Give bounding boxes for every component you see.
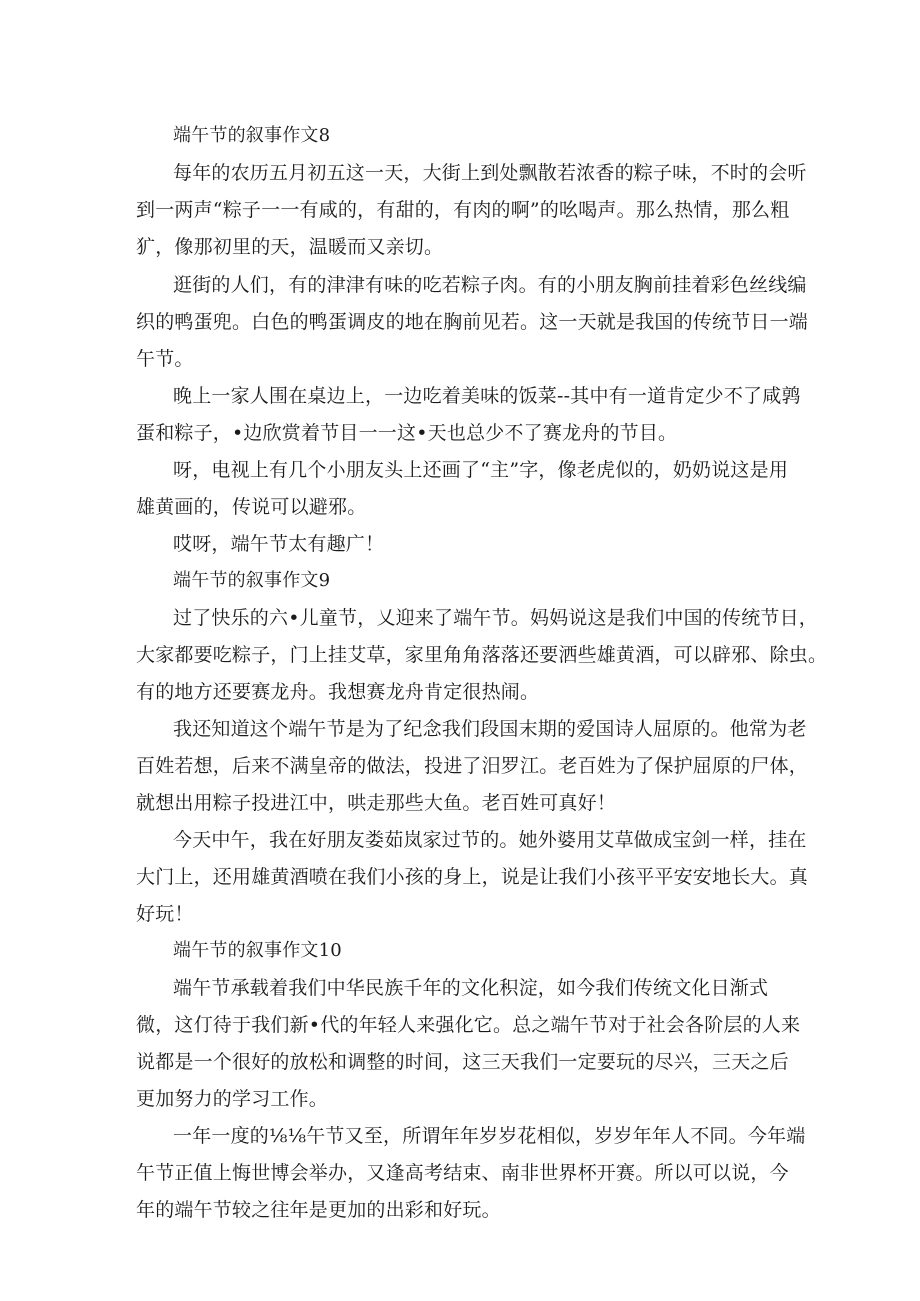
paragraph-line: 哎呀，端午节太有趣广！ bbox=[173, 533, 385, 555]
paragraph-line: 我还知道这个端午节是为了纪念我们段国末期的爱国诗人屈原的。他常为老 bbox=[173, 718, 807, 740]
paragraph-line: 百姓若想，后来不满皇帝的做法，投进了汨罗江。老百姓为了保护屈原的尸体， bbox=[136, 755, 809, 777]
paragraph-line: 蛋和粽子，•边欣赏着节目一一这•天也总少不了赛龙舟的节目。 bbox=[136, 422, 678, 444]
paragraph-line: 大门上，还用雄黄酒喷在我们小孩的身上，说是让我们小孩平平安安地长大。真 bbox=[136, 866, 809, 888]
paragraph-line: 微，这仃待于我们新•代的年轻人来强化它。总之端午节对于社会各阶层的人来 bbox=[136, 1014, 801, 1036]
paragraph-line: 晚上一家人围在桌边上，一边吃着美味的饭菜--其中有一道肯定少不了咸鹑 bbox=[173, 385, 801, 407]
paragraph-line: 午节。 bbox=[136, 348, 194, 370]
essay-heading-8: 端午节的叙事作文8 bbox=[173, 125, 331, 146]
paragraph-line: 大家都要吃粽子，门上挂艾草，家里角角落落还要洒些雄黄酒，可以辟邪、除虫。 bbox=[136, 644, 828, 666]
paragraph-line: 今天中午，我在好朋友娄茹岚家过节的。她外婆用艾草做成宝剑一样，挂在 bbox=[173, 829, 807, 851]
paragraph-line: 织的鸭蛋兜。白色的鸭蛋调皮的地在胸前见若。这一天就是我国的传统节日一端 bbox=[136, 311, 809, 333]
essay-heading-10: 端午节的叙事作文10 bbox=[173, 940, 342, 961]
paragraph-line: 一年一度的⅛⅛午节又至，所谓年年岁岁花相似，岁岁年年人不同。今年端 bbox=[173, 1125, 806, 1147]
paragraph-line: 好玩！ bbox=[136, 903, 194, 925]
paragraph-line: 年的端午节较之往年是更加的出彩和好玩。 bbox=[136, 1199, 501, 1221]
paragraph-line: 雄黄画的，传说可以避邪。 bbox=[136, 496, 367, 518]
paragraph-line: 就想出用粽子投进江中，哄走那些大鱼。老百姓可真好！ bbox=[136, 792, 617, 814]
paragraph-line: 犷，像那初里的天，温暖而又亲切。 bbox=[136, 236, 444, 258]
paragraph-line: 更加努力的学习工作。 bbox=[136, 1088, 329, 1110]
paragraph-line: 午节正值上悔世博会举办，又逢高考结束、南非世界杯开赛。所以可以说，今 bbox=[136, 1162, 789, 1184]
paragraph-line: 每年的农历五月初五这一天，大街上到处飘散若浓香的粽子味，不时的会听 bbox=[173, 162, 807, 184]
paragraph-line: 过了快乐的六•儿童节，乂迎来了端午节。妈妈说这是我们中国的传统节日， bbox=[173, 607, 819, 629]
paragraph-line: 逛街的人们，有的津津有味的吃若粽子肉。有的小朋友胸前挂着彩色丝线编 bbox=[173, 274, 807, 296]
essay-heading-9: 端午节的叙事作文9 bbox=[173, 570, 331, 591]
paragraph-line: 到一两声“粽子一一有咸的，有甜的，有肉的啊”的吆喝声。那么热情，那么粗 bbox=[136, 199, 790, 221]
paragraph-line: 端午节承载着我们中华民族千年的文化积淀，如今我们传统文化日渐式 bbox=[173, 977, 769, 999]
paragraph-line: 有的地方还要赛龙舟。我想赛龙舟肯定很热闹。 bbox=[136, 681, 540, 703]
paragraph-line: 说都是一个很好的放松和调整的时间，这三天我们一定要玩的尽兴，三天之后 bbox=[136, 1051, 789, 1073]
paragraph-line: 呀，电视上有几个小朋友头上还画了“主”字，像老虎似的，奶奶说这是用 bbox=[173, 459, 789, 481]
